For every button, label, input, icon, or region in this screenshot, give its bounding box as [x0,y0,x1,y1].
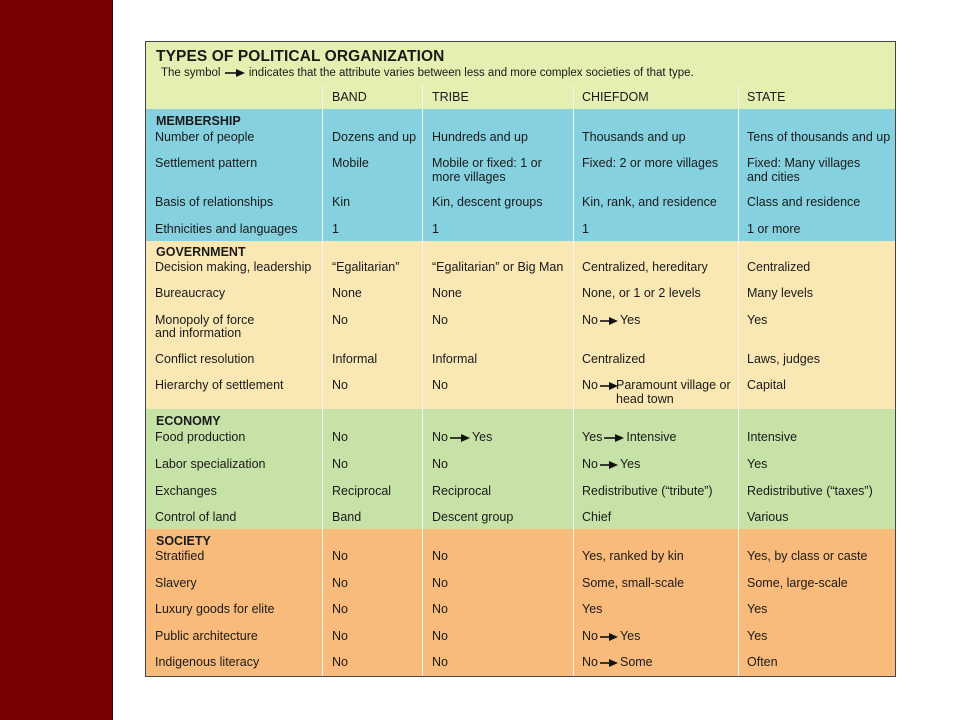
cell-band: “Egalitarian” [332,260,400,274]
cell-chiefdom: Centralized [582,352,646,366]
row-label: Control of land [155,510,237,524]
row-label: Slavery [155,576,197,590]
row-label: Exchanges [155,484,217,498]
column-header-chiefdom: CHIEFDOM [582,90,649,104]
column-header-state: STATE [747,90,786,104]
table-subtitle [161,67,694,79]
column-header-tribe: TRIBE [432,90,469,104]
cell-chiefdom: 1 [582,222,589,236]
cell-band: None [332,286,362,300]
value-from: No [582,313,598,327]
section-title: ECONOMY [156,414,221,428]
cell-state: Fixed: Many villages and cities [747,156,861,184]
cell-band: Dozens and up [332,130,417,144]
cell-band: No [332,576,348,590]
cell-chiefdom: Yes, ranked by kin [582,549,684,563]
row-label: Bureaucracy [155,286,226,300]
cell-state: 1 or more [747,222,801,236]
value-from: No [582,655,598,669]
cell-state: Capital [747,378,786,392]
cell-band: Informal [332,352,378,366]
row-label: Conflict resolution [155,352,255,366]
cell-tribe: No [432,549,448,563]
row-label: Ethnicities and languages [155,222,298,236]
cell-chiefdom [582,458,742,472]
cell-chiefdom [582,630,742,644]
value-to: Intensive [626,430,677,444]
section-membership [146,109,895,241]
row-label: Public architecture [155,629,258,643]
political-organization-table [145,41,896,677]
cell-band: Reciprocal [332,484,392,498]
cell-state: Yes [747,629,768,643]
column-divider [738,85,739,677]
value-to: Paramount village or head town [616,378,731,406]
row-label: Number of people [155,130,255,144]
cell-state: Yes [747,313,768,327]
cell-tribe: No [432,457,448,471]
cell-band: Mobile [332,156,369,170]
section-title: SOCIETY [156,534,211,548]
cell-state: Redistributive (“taxes”) [747,484,873,498]
cell-chiefdom: Some, small-scale [582,576,685,590]
cell-tribe: Mobile or fixed: 1 or more villages [432,156,542,184]
cell-tribe: Descent group [432,510,514,524]
cell-tribe: “Egalitarian” or Big Man [432,260,564,274]
value-from: No [582,629,598,643]
arrow-icon [599,460,619,470]
cell-chiefdom: Yes [582,602,603,616]
slide-side-bar [0,0,113,720]
cell-state: Some, large-scale [747,576,848,590]
cell-tribe: No [432,629,448,643]
cell-band: 1 [332,222,339,236]
value-to: Yes [619,629,641,643]
arrow-icon [599,316,619,326]
cell-band: Band [332,510,362,524]
row-label: Luxury goods for elite [155,602,275,616]
cell-tribe: Informal [432,352,478,366]
section-title: MEMBERSHIP [156,114,241,128]
section-government [146,241,895,409]
cell-chiefdom: Fixed: 2 or more villages [582,156,719,170]
arrow-icon [599,658,619,668]
row-label: Hierarchy of settlement [155,378,284,392]
cell-state: Yes, by class or caste [747,549,868,563]
row-label: Indigenous literacy [155,655,260,669]
cell-tribe [432,431,572,445]
cell-tribe: No [432,576,448,590]
row-label: Basis of relationships [155,195,274,209]
cell-band: No [332,655,348,669]
cell-band: No [332,457,348,471]
column-header-band: BAND [332,90,367,104]
column-divider [573,85,574,677]
arrow-icon [224,68,246,78]
cell-state: Often [747,655,778,669]
section-society [146,529,895,677]
cell-tribe: No [432,313,448,327]
value-from: No [582,378,598,392]
row-label: Monopoly of force and information [155,313,255,340]
value-from: Yes [582,430,603,444]
cell-tribe: No [432,602,448,616]
arrow-icon [449,433,471,443]
cell-band: Kin [332,195,351,209]
cell-state: Yes [747,457,768,471]
value-to: Yes [471,430,493,444]
value-from: No [432,430,448,444]
cell-tribe: None [432,286,462,300]
value-to: Yes [619,457,641,471]
value-from: No [582,457,598,471]
cell-state: Tens of thousands and up [747,130,891,144]
section-economy [146,409,895,529]
cell-chiefdom: Centralized, hereditary [582,260,708,274]
cell-state: Intensive [747,430,798,444]
cell-state: Centralized [747,260,811,274]
cell-chiefdom [582,431,742,445]
row-label: Decision making, leadership [155,260,312,274]
cell-chiefdom: Kin, rank, and residence [582,195,717,209]
cell-state: Many levels [747,286,813,300]
row-label: Food production [155,430,246,444]
cell-chiefdom: Thousands and up [582,130,686,144]
cell-state: Various [747,510,789,524]
cell-state: Laws, judges [747,352,820,366]
cell-tribe: Reciprocal [432,484,492,498]
cell-band: No [332,430,348,444]
row-label: Stratified [155,549,205,563]
cell-band: No [332,602,348,616]
table-title: TYPES OF POLITICAL ORGANIZATION [156,48,445,65]
value-to: Some [619,655,653,669]
cell-band: No [332,629,348,643]
subtitle-text-after: indicates that the attribute varies between less and more complex societies of that type. [248,67,694,79]
cell-tribe: 1 [432,222,439,236]
cell-tribe: Kin, descent groups [432,195,543,209]
cell-tribe: No [432,378,448,392]
row-label: Labor specialization [155,457,266,471]
cell-band: No [332,549,348,563]
table-header-band [146,42,895,109]
cell-chiefdom [582,314,742,328]
column-divider [322,85,323,677]
value-to: Yes [619,313,641,327]
arrow-icon [603,433,625,443]
cell-chiefdom: Chief [582,510,612,524]
row-label: Settlement pattern [155,156,258,170]
arrow-icon [599,632,619,642]
cell-state: Class and residence [747,195,861,209]
cell-chiefdom: None, or 1 or 2 levels [582,286,701,300]
cell-tribe: Hundreds and up [432,130,528,144]
cell-band: No [332,378,348,392]
cell-chiefdom: Redistributive (“tribute”) [582,484,713,498]
section-title: GOVERNMENT [156,245,246,259]
cell-state: Yes [747,602,768,616]
subtitle-text-before: The symbol [161,67,221,79]
cell-band: No [332,313,348,327]
cell-tribe: No [432,655,448,669]
cell-chiefdom [582,656,742,670]
column-divider [422,85,423,677]
